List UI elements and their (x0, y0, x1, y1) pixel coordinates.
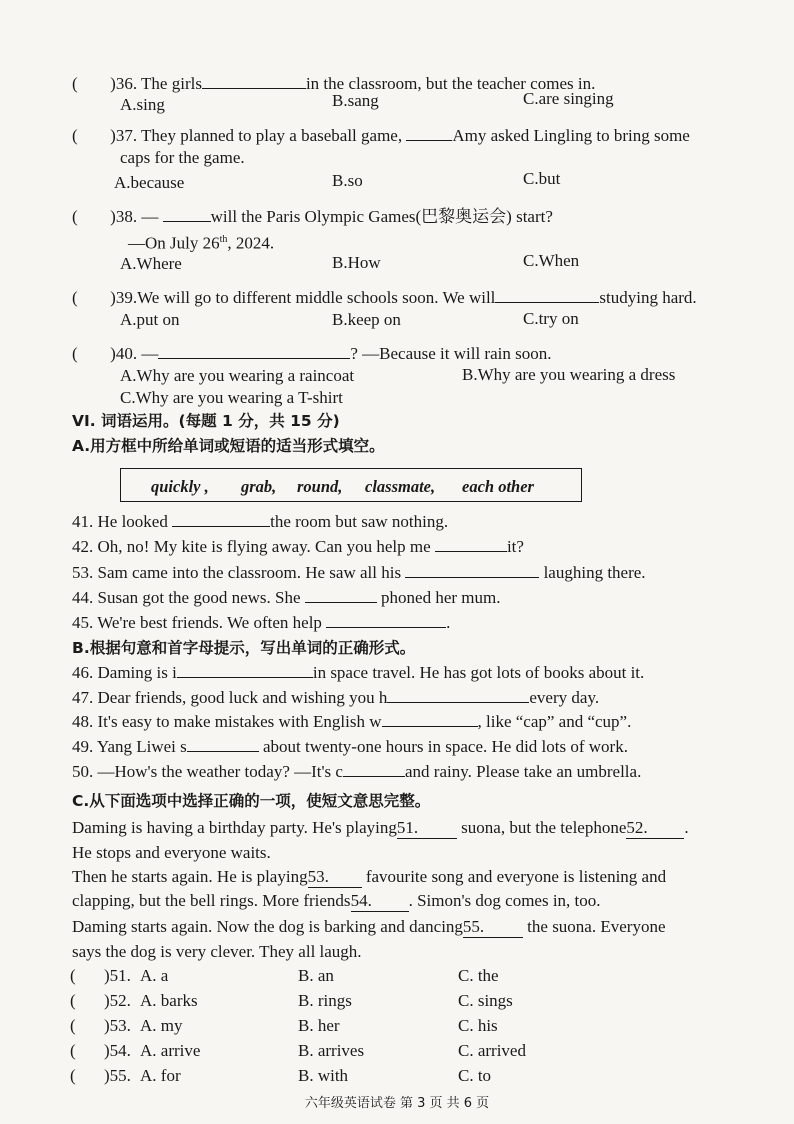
question-45: 45. We're best friends. We often help . (72, 613, 451, 632)
option-b: B.Why are you wearing a dress (462, 365, 676, 384)
answer-bracket[interactable]: ( (72, 74, 78, 93)
answer-bracket[interactable]: ( (72, 207, 78, 226)
question-49: 49. Yang Liwei s about twenty-one hours in space. He did lots of work. (72, 737, 628, 756)
question-50: 50. —How's the weather today? —It's c and rainy. Please take an umbrella. (72, 762, 642, 781)
answer-bracket[interactable]: ( (72, 344, 78, 363)
question-number: 39. (115, 288, 138, 307)
option-a: A.Where (120, 254, 182, 273)
page-footer: 六年级英语试卷 第 3 页 共 6 页 (304, 1096, 490, 1111)
option-b: B.sang (332, 91, 379, 110)
option-c: C. the (458, 966, 499, 985)
question-37-continued: caps for the game. (120, 148, 245, 167)
question-46: 46. Daming is i in space travel. He has got lots of books about it. (72, 663, 645, 682)
option-c: C. to (458, 1066, 492, 1085)
option-b: B.keep on (332, 310, 401, 329)
passage-line: Daming starts again. Now the dog is barking and dancing55. the suona. Everyone (72, 917, 666, 936)
passage-line: says the dog is very clever. They all laugh. (72, 942, 362, 961)
passage-blank-52[interactable]: 52. (626, 818, 684, 839)
answer-blank[interactable] (172, 512, 270, 527)
box-word: each other (462, 477, 534, 496)
word-box (120, 468, 582, 502)
option-c: C.but (523, 169, 561, 188)
answer-blank[interactable] (382, 712, 478, 727)
option-a: A.because (114, 173, 185, 192)
question-number: )55. (104, 1066, 131, 1085)
passage-blank-53[interactable]: 53. (308, 867, 362, 888)
question-37: ( )37. They planned to play a baseball game, Amy asked Lingling to bring some (72, 126, 690, 145)
box-word: grab, (241, 477, 277, 496)
answer-blank[interactable] (387, 688, 529, 703)
option-c: C. arrived (458, 1041, 526, 1060)
option-b: B. rings (298, 991, 352, 1010)
answer-blank[interactable] (406, 126, 452, 141)
answer-bracket[interactable]: ( (70, 1016, 76, 1035)
answer-bracket[interactable]: ( (72, 126, 78, 145)
question-40: ( )40. — ? —Because it will rain soon. (72, 344, 552, 363)
passage-line: clapping, but the bell rings. More friends54. . Simon's dog comes in, too. (72, 891, 601, 910)
option-c: C.are singing (523, 89, 614, 108)
option-a: A. my (140, 1016, 183, 1035)
option-c: C. his (458, 1016, 498, 1035)
passage-line: Then he starts again. He is playing53. favourite song and everyone is listening and (72, 867, 667, 886)
passage-line: He stops and everyone waits. (72, 843, 271, 862)
option-a: A.sing (120, 95, 165, 114)
question-48: 48. It's easy to make mistakes with English w , like “cap” and “cup”. (72, 712, 632, 731)
passage-blank-55[interactable]: 55. (463, 917, 523, 938)
question-42: 42. Oh, no! My kite is flying away. Can you help me it? (72, 537, 524, 556)
option-b: B.How (332, 253, 381, 272)
option-b: B. arrives (298, 1041, 365, 1060)
answer-blank[interactable] (495, 288, 599, 303)
question-number: )53. (104, 1016, 131, 1035)
option-a: A. barks (140, 991, 198, 1010)
passage-blank-54[interactable]: 54. (351, 891, 409, 912)
question-44: 44. Susan got the good news. She phoned her mum. (72, 588, 501, 607)
option-c: C.try on (523, 309, 579, 328)
answer-blank[interactable] (305, 588, 377, 603)
answer-blank[interactable] (405, 563, 539, 578)
question-47: 47. Dear friends, good luck and wishing you h every day. (72, 688, 600, 707)
question-53: 53. Sam came into the classroom. He saw all his laughing there. (72, 563, 646, 582)
option-a: A. arrive (140, 1041, 201, 1060)
box-word: classmate, (365, 477, 436, 496)
option-b: B. her (298, 1016, 340, 1035)
part-b-instruction: B.根据句意和首字母提示，写出单词的正确形式。 (72, 639, 416, 657)
option-c: C.When (523, 251, 580, 270)
answer-blank[interactable] (163, 207, 211, 222)
answer-bracket[interactable]: ( (70, 966, 76, 985)
answer-blank[interactable] (326, 613, 446, 628)
question-36: ( )36. The girls in the classroom, but the teacher comes in. (72, 74, 596, 93)
option-a: A. for (140, 1066, 181, 1085)
option-a: A.put on (120, 310, 180, 329)
answer-blank[interactable] (343, 762, 405, 777)
answer-bracket[interactable]: ( (70, 991, 76, 1010)
option-a: A. a (140, 966, 169, 985)
answer-blank[interactable] (177, 663, 313, 678)
question-number: )51. (104, 966, 131, 985)
question-number: 38. (115, 207, 138, 226)
passage-line: Daming is having a birthday party. He's playing51. suona, but the telephone52. . (72, 818, 689, 837)
answer-bracket[interactable]: ( (70, 1066, 76, 1085)
option-c: C. sings (458, 991, 513, 1010)
question-38: ( )38. — will the Paris Olympic Games(巴黎奥运会) start? (72, 207, 553, 226)
box-word: round, (297, 477, 343, 496)
question-number: 37. (115, 126, 138, 145)
option-b: B. an (298, 966, 334, 985)
option-b: B. with (298, 1066, 349, 1085)
question-number: )52. (104, 991, 131, 1010)
part-c-instruction: C.从下面选项中选择正确的一项，使短文意思完整。 (72, 792, 431, 810)
passage-blank-51[interactable]: 51. (397, 818, 457, 839)
answer-blank[interactable] (202, 74, 306, 89)
answer-blank[interactable] (435, 537, 507, 552)
question-39: ( )39.We will go to different middle schools soon. We will studying hard. (72, 288, 697, 307)
answer-bracket[interactable]: ( (72, 288, 78, 307)
part-a-instruction: A.用方框中所给单词或短语的适当形式填空。 (72, 437, 385, 455)
answer-blank[interactable] (187, 737, 259, 752)
question-38-reply: —On July 26th, 2024. (128, 233, 275, 253)
question-number: )54. (104, 1041, 131, 1060)
question-number: 40. (115, 344, 138, 363)
section-title: VI. 词语运用。(每题 1 分，共 15 分) (72, 412, 340, 430)
answer-blank[interactable] (158, 344, 350, 359)
answer-bracket[interactable]: ( (70, 1041, 76, 1060)
option-b: B.so (332, 171, 363, 190)
question-number: 36. (115, 74, 138, 93)
option-c: C.Why are you wearing a T-shirt (120, 388, 343, 407)
question-41: 41. He looked the room but saw nothing. (72, 512, 449, 531)
box-word: quickly , (151, 477, 209, 496)
option-a: A.Why are you wearing a raincoat (120, 366, 355, 385)
